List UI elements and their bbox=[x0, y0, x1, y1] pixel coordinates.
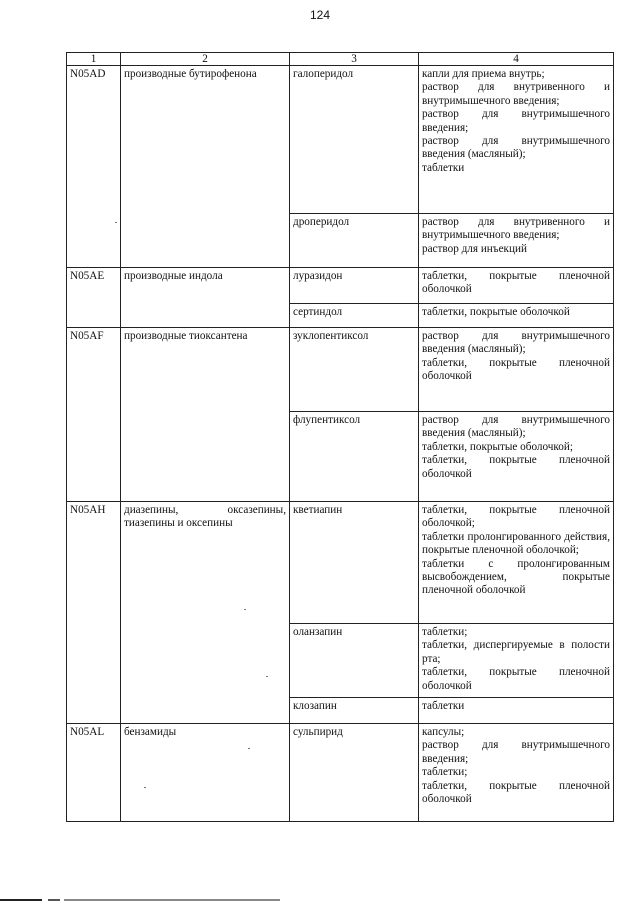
table-row bbox=[67, 724, 614, 822]
scan-speck bbox=[248, 748, 250, 749]
dosage-form-item: капсулы; bbox=[422, 726, 465, 738]
table-row bbox=[67, 502, 614, 624]
table-row bbox=[67, 328, 614, 412]
table-header-row bbox=[67, 53, 614, 66]
atc-code-cell: N05AL bbox=[67, 724, 121, 822]
dosage-form-item: таблетки; bbox=[422, 626, 468, 638]
drug-name-cell: луразидон bbox=[290, 268, 419, 304]
scan-speck bbox=[266, 676, 268, 677]
column-header: 4 bbox=[419, 53, 614, 66]
group-name-cell: бензамиды bbox=[121, 724, 290, 822]
drug-name-cell: кветиапин bbox=[290, 502, 419, 624]
dosage-forms-cell bbox=[419, 328, 614, 412]
group-name-cell: производные тиоксантена bbox=[121, 328, 290, 502]
dosage-form-item: таблетки, покрытые пленочной оболочкой bbox=[422, 270, 610, 296]
table-body bbox=[67, 53, 614, 822]
atc-code-cell: N05AD bbox=[67, 66, 121, 268]
dosage-form-item: таблетки пролонгированного действия, покрытые пленочной оболочкой; bbox=[422, 530, 610, 557]
dosage-form-item: капли для приема внутрь; bbox=[422, 68, 545, 80]
dosage-form-item: таблетки, покрытые оболочкой bbox=[422, 306, 570, 318]
dosage-forms-cell bbox=[419, 698, 614, 724]
drug-name-cell: галоперидол bbox=[290, 66, 419, 214]
drug-name-cell: сульпирид bbox=[290, 724, 419, 822]
scan-speck bbox=[144, 787, 146, 788]
dosage-form-item: раствор для внутримышечного введения (масляный); bbox=[422, 330, 610, 356]
atc-code-cell: N05AE bbox=[67, 268, 121, 328]
drug-name-cell: сертиндол bbox=[290, 304, 419, 328]
drug-classification-table bbox=[66, 52, 614, 822]
drug-name-cell: дроперидол bbox=[290, 214, 419, 268]
scan-edge-line bbox=[0, 899, 640, 901]
dosage-form-item: таблетки, покрытые пленочной оболочкой; bbox=[422, 504, 610, 530]
group-name-cell: производные индола bbox=[121, 268, 290, 328]
dosage-form-item: таблетки, покрытые пленочной оболочкой bbox=[422, 356, 610, 383]
drug-name-cell: оланзапин bbox=[290, 624, 419, 698]
dosage-form-item: таблетки bbox=[422, 700, 465, 712]
group-name-cell: производные бутирофенона bbox=[121, 66, 290, 268]
atc-code-cell: N05AF bbox=[67, 328, 121, 502]
dosage-form-item: таблетки bbox=[422, 161, 465, 174]
table-row bbox=[67, 66, 614, 214]
dosage-forms-cell bbox=[419, 724, 614, 822]
page-number: 124 bbox=[309, 8, 331, 22]
dosage-form-item: таблетки, покрытые пленочной оболочкой bbox=[422, 666, 610, 692]
column-header: 1 bbox=[67, 53, 121, 66]
dosage-forms-cell bbox=[419, 66, 614, 214]
dosage-form-item: раствор для внутримышечного введения (масляный); bbox=[422, 414, 610, 440]
dosage-form-item: таблетки, покрытые оболочкой; bbox=[422, 440, 573, 453]
dosage-forms-cell bbox=[419, 304, 614, 328]
dosage-forms-cell bbox=[419, 268, 614, 304]
dosage-form-item: раствор для внутримышечного введения; bbox=[422, 108, 610, 134]
column-header: 2 bbox=[121, 53, 290, 66]
dosage-form-item: раствор для внутримышечного введения; bbox=[422, 739, 610, 765]
dosage-forms-cell bbox=[419, 624, 614, 698]
table-row bbox=[67, 268, 614, 304]
dosage-form-item: таблетки, покрытые пленочной оболочкой bbox=[422, 454, 610, 480]
dosage-form-item: раствор для внутривенного и внутримышечного введения; bbox=[422, 81, 610, 107]
scan-speck bbox=[115, 222, 117, 223]
scan-speck bbox=[244, 609, 246, 610]
dosage-forms-cell bbox=[419, 502, 614, 624]
column-header: 3 bbox=[290, 53, 419, 66]
dosage-form-item: таблетки, покрытые пленочной оболочкой bbox=[422, 779, 610, 806]
drug-name-cell: зуклопентиксол bbox=[290, 328, 419, 412]
drug-name-cell: флупентиксол bbox=[290, 412, 419, 502]
dosage-form-item: раствор для внутримышечного введения (масляный); bbox=[422, 135, 610, 161]
dosage-form-item: таблетки с пролонгированным высвобождением, покрытые пленочной оболочкой bbox=[422, 557, 610, 597]
dosage-forms-cell bbox=[419, 412, 614, 502]
dosage-form-item: раствор для инъекций bbox=[422, 242, 527, 255]
atc-code-cell: N05AH bbox=[67, 502, 121, 724]
dosage-form-item: таблетки; bbox=[422, 766, 468, 779]
dosage-form-item: раствор для внутривенного и внутримышечного введения; bbox=[422, 216, 610, 242]
dosage-forms-cell bbox=[419, 214, 614, 268]
cropped-header-fragment bbox=[218, 0, 468, 4]
group-name-cell: диазепины, оксазепины, тиазепины и оксепины bbox=[121, 502, 290, 724]
dosage-form-item: таблетки, диспергируемые в полости рта; bbox=[422, 639, 610, 665]
drug-name-cell: клозапин bbox=[290, 698, 419, 724]
